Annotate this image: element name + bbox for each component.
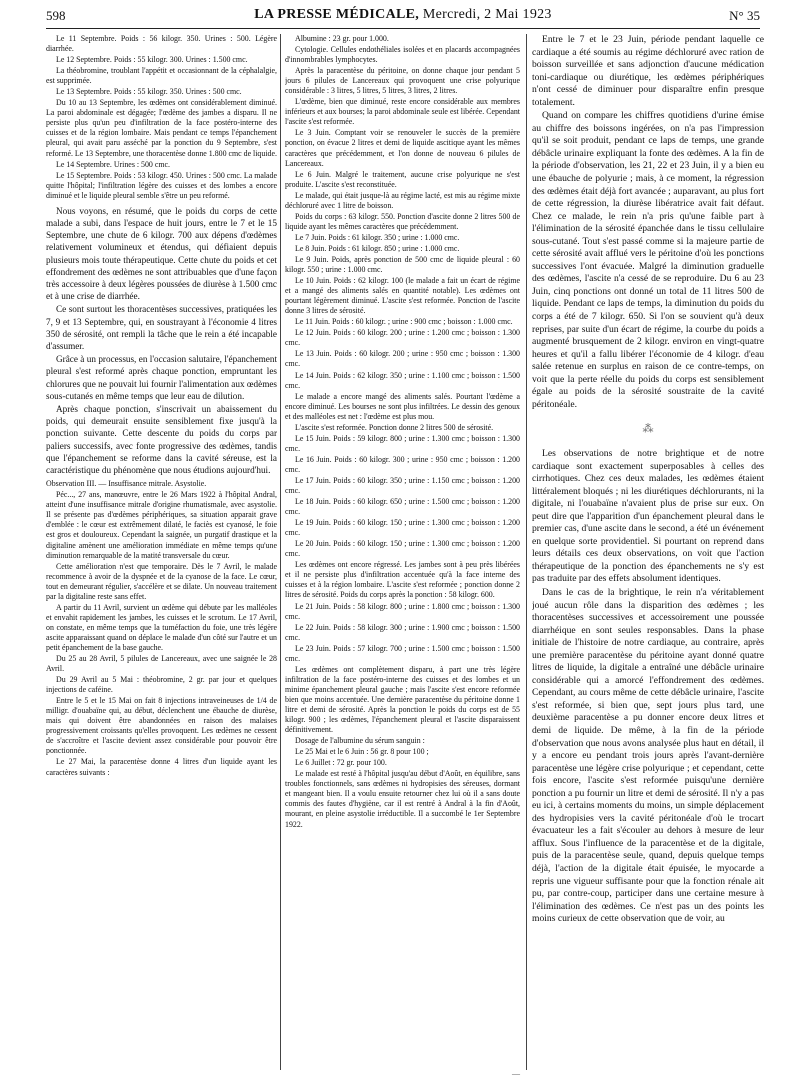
c1-p17: Entre le 5 et le 15 Mai on fait 8 injections intraveineuses de 1/4 de milligr. d'ouabaïne qui, au début, déclenchent une ébauche de diurèse, mais qui doivent être abandonnées en raison des malaises progressivement croissants qu'elles provoquent. Les œdèmes ne cessent de s'accroître et l'ascite devient assez considérable pour pouvoir être ponctionnée. [46,696,277,756]
c1-p7: Nous voyons, en résumé, que le poids du corps de cette malade a subi, dans l'espace de huit jours, entre le 7 et le 15 Septembre, une chute de 6 kilogr. 700 aux dépens d'œdèmes relativement volumineux et étendus, qui défiaient depuis plusieurs mois toute thérapeutique. Cette chute du poids et cet effondrement des œdèmes ne sont attribuables que d'une façon très accessoire à deux légères poussées de diurèse à 1.500 cmc et à une crise de diarrhée. [46,205,277,302]
c2-p5: Le 6 Juin. Malgré le traitement, aucune crise polyurique ne s'est produite. L'ascite s'est reconstituée. [285,169,520,189]
c2-p30: Le 25 Mai et le 6 Juin : 56 gr. 8 pour 100 ; [295,747,429,757]
c2-p15: Le 14 Juin. Poids : 62 kilogr. 350 ; urine : 1.100 cmc ; boisson : 1.500 cmc. [285,370,520,390]
column-1 [46,34,277,1072]
c3-p1: Quand on compare les chiffres quotidiens d'urine émise au chiffre des boissons ingérées, on n'a pas l'impression qu'il se soit produit, pendant ce laps de temps, une grande débâcle urinaire expliquant la fonte des œdèmes. A la fin de la période d'observation, les 21, 22 et 23 Juin, il y a bien eu une ébauche de polyurie ; mais, à ce moment, la régression des œdèmes était déjà fort avancée ; auparavant, au plus fort de cette régression, la diurèse libératrice avait fait défaut. Chez ce malade, le rein n'a pris qu'une faible part à l'élimination de la sérosité épanchée dans le tissu cellulaire sous-cutané. Tout s'est passé comme si la majeure partie de cette sérosité avait afflué vers le péritoine d'où les ponctions successives l'ont évacuée. Malgré la diminution graduelle des œdèmes, l'ascite n'a cessé de se reproduire. Du 6 au 23 Juin, cinq ponctions ont donné un total de 11 litres 500 de liquide. Pendant ce laps de temps, la diminution du poids du corps a été de 7 kilogr. 650. Si l'on se souvient qu'à deux reprises, par suite d'un écart de régime, la courbe du poids a augmenté brusquement de 2 kilogr. environ en vingt-quatre heures et qu'il a fallu libérer l'économie de 4 kilogr. d'eau salée retenue en surplus en raison de ce contre-temps, on voit que la perte réelle du poids du corps est sensiblement égale au poids de la sérosité soustraite de la cavité péritonéale. [532,110,764,410]
c2-p13: Le 12 Juin. Poids : 60 kilogr. 200 ; urine : 1.200 cmc ; boisson : 1.300 cmc. [285,328,520,348]
observation-heading: Observation III. — Insuffisance mitrale. Asystolie. [46,479,207,489]
column-2 [285,34,520,1072]
c2-p20: Le 17 Juin. Poids : 60 kilogr. 350 ; urine : 1.150 cmc ; boisson : 1.200 cmc. [285,475,520,496]
c2-p28: Les œdèmes ont complètement disparu, à part une très légère infiltration de la face postéro-interne des cuisses et des lombes et un minime épanchement pleural gauche ; mais l'ascite s'est encore reformée bien que moins accentuée. Une dernière paracentèse du péritoine donne 1 litre et demi de sérosité. Après la ponction le poids du corps est de 55 kilogr. 900 ; les œdèmes, l'épanchement pleural et l'ascite disparaissent définitivement. [285,664,520,735]
c2-p27: Le 23 Juin. Poids : 57 kilogr. 700 ; urine : 1.500 cmc ; boisson : 1.500 cmc. [285,643,520,663]
journal-title-line [46,7,760,23]
section-separator-asterism: ⁂ [642,423,654,436]
c2-p22: Le 19 Juin. Poids : 60 kilogr. 150 ; urine : 1.300 cmc ; boisson : 1.200 cmc. [285,518,520,538]
c2-p18: Le 15 Juin. Poids : 59 kilogr. 800 ; urine : 1.300 cmc ; boisson : 1.300 cmc. [285,433,520,453]
c1-p18: Le 27 Mai, la paracentèse donne 4 litres d'un liquide ayant les caractères suivants : [46,757,277,777]
c1-p0: Le 11 Septembre. Poids : 56 kilogr. 350. Urines : 500. Légère diarrhée. [46,34,277,54]
c1-p12: Péc..., 27 ans, manœuvre, entre le 26 Mars 1922 à l'hôpital Andral, atteint d'une insuffisance mitrale d'origine rhumatismale, avec asystolie. Il se présente pas d'œdèmes périphériques, sa situation apparait grave d'emblée : le cœur est extrêmement dilaté, le faciès est cyanosé, le foie est gros et douloureux. Cependant la saignée, un purgatif drastique et la digitaline amènent une amélioration immédiate en même temps qu'une diminution remarquable de la matité transversale du cœur. [46,490,277,560]
c3-p3: Dans le cas de la brightique, le rein n'a véritablement joué aucun rôle dans la disparition des œdèmes ; les thoracentèses successives et accessoirement une poussée diarrhéique en sont seules responsables. Dans la phase initiale de l'histoire de notre cardiaque, au contraire, après une première paracentèse du péritoine ayant donné quatre litres de liquide, la digitale a entraîné une débâcle urinaire considérable qui a amorcé l'effondrement des œdèmes. Cependant, au cours même de cette débâcle urinaire, l'ascite s'est reformée, si bien que, sept jours plus tard, une deuxième paracentèse a pu donner encore deux litres et demi de liquide. De même, à la fin de la période d'observation que nous avons analysée plus haut en détail, il y a encore eu pendant trois jours après l'avant-dernière paracentèse une légère crise polyurique ; et cependant, cette fois encore, l'ascite s'est reformée puisqu'une dernière ponction a pu fournir un litre et demi de sérosité. Il n'y a pas eu ici, à certains moments du moins, un simple déplacement des hydropisies vers la cavité péritonéale d'où le trocart évacuateur les a fait s'écouler au dehors à mesure de leur afflux. Sous l'influence de la paracentèse et de la digitale, puis de la paracentèse seule, quand, depuis quelque temps déjà, l'action de la digitale était épuisée, le myocarde a repris une vigueur suffisante pour que la fonction rénale ait pu, par contre-coup, participer dans une certaine mesure à l'élimination des œdèmes. Ce n'est pas un des points les moins curieux de cette observation que de voir, au [532,586,764,925]
c2-p6: Le malade, qui était jusque-là au régime lacté, est mis au régime mixte déchloruré avec 1 litre de boisson. [285,190,520,210]
c2-p2: Après la paracentèse du péritoine, on donne chaque jour pendant 5 jours 6 pilules de Lancereaux qui provoquent une crise polyurique considérable : 3 litres, 5 litres, 5 litres, 3 litres, 2 litres. [285,66,520,96]
c2-p29: Dosage de l'albumine du sérum sanguin : [295,736,425,746]
c2-p21: Le 18 Juin. Poids : 60 kilogr. 650 ; urine : 1.500 cmc ; boisson : 1.200 cmc. [285,497,520,517]
c3-p0: Entre le 7 et le 23 Juin, période pendant laquelle ce cardiaque a été soumis au régime déchloruré avec ration de boisson surveillée et sans adjonction d'aucune médication toni-cardiaque ou diurétique, les œdèmes périphériques n'ont cessé de diminuer pour disparaître enfin presque totalement. [532,34,764,108]
c2-p25: Le 21 Juin. Poids : 58 kilogr. 800 ; urine : 1.800 cmc ; boisson : 1.300 cmc. [285,601,520,621]
c1-p10: Après chaque ponction, s'inscrivait un abaissement du poids, qui demeurait ensuite sensiblement fixe jusqu'à la ponction suivante. Cette descente du poids du corps par paliers successifs, avec fonte progressive des œdèmes, tandis que l'épanchement se reforme dans la cavité séreuse, est la caractéristique du phénomène que nous étudions aujourd'hui. [46,404,277,476]
c1-p16: Du 29 Avril au 5 Mai : théobromine, 2 gr. par jour et quelques injections de caféine. [46,675,277,695]
c1-p1: Le 12 Septembre. Poids : 55 kilogr. 300. Urines : 1.500 cmc. [56,55,248,65]
c2-p9: Le 8 Juin. Poids : 61 kilogr. 850 ; urine : 1.000 cmc. [295,243,460,253]
column-rule-1 [280,34,281,1070]
column-rule-2 [526,34,527,1070]
c2-p11: Le 10 Juin. Poids : 62 kilogr. 100 (le malade a fait un écart de régime et a mangé des aliments salés en quantité notable). Les œdèmes ont pourtant légèrement diminué. L'ascite s'est reformée. Ponction de l'ascite donne 3 litres de sérosité. [285,276,520,316]
c2-p31: Le 6 Juillet : 72 gr. pour 100. [295,758,387,768]
c2-p4: Le 3 Juin. Comptant voir se renouveler le succès de la première ponction, on évacue 2 litres et demi de liquide ascitique ayant les mêmes caractères que précédemment, et l'on donne de nouveau 6 pilules de Lancereaux. [285,128,520,168]
c2-p14: Le 13 Juin. Poids : 60 kilogr. 200 ; urine : 950 cmc ; boisson : 1.300 cmc. [285,349,520,369]
c2-p0: Albumine : 23 gr. pour 1.000. [295,34,389,43]
c1-p13: Cette amélioration n'est que temporaire. Dès le 7 Avril, le malade recommence à avoir de la dyspnée et de la cyanose de la face. Le cœur, tout en demeurant régulier, s'accélère et se dilate. Un nouveau traitement par la digitaline reste sans effet. [46,561,277,601]
c2-p16: Le malade a encore mangé des aliments salés. Pourtant l'œdème a encore diminué. Les bourses ne sont plus infiltrées. Le dessin des genoux et des malléoles est net : l'œdème est plus mou. [285,391,520,421]
c2-p19: Le 16 Juin. Poids : 60 kilogr. 300 ; urine : 950 cmc ; boisson : 1.200 cmc. [285,454,520,474]
c2-p24: Les œdèmes ont encore régressé. Les jambes sont à peu près libérées et il ne persiste plus d'infiltration accentuée qu'à la face interne des cuisses et à la région lombaire. L'ascite s'est reformée ; ponction donne 2 litres de sérosité. Poids du corps après la ponction : 58 kilogr. 600. [285,560,520,600]
c1-p4: Du 10 au 13 Septembre, les œdèmes ont considérablement diminué. La paroi abdominale est dégagée; l'œdème des jambes a disparu. Il ne persiste plus qu'un peu d'infiltration de la face postéro-interne des cuisses et de la région lombaire. Mais pendant ce temps l'épanchement pleural, qui avait paru asséché par la ponction du 9 Septembre, s'est reformé. Le 13 Septembre, une thoracentèse donne 1.800 cmc de liquide. [46,98,277,158]
c2-p8: Le 7 Juin. Poids : 61 kilogr. 350 ; urine : 1.000 cmc. [295,232,460,242]
c1-p15: Du 25 au 28 Avril, 5 pilules de Lancereaux, avec une saignée le 28 Avril. [46,654,277,674]
c2-p10: Le 9 Juin. Poids, après ponction de 500 cmc de liquide pleural : 60 kilogr. 550 ; urine : 1.000 cmc. [285,254,520,275]
c1-p3: Le 13 Septembre. Poids : 55 kilogr. 350. Urines : 500 cmc. [56,87,242,97]
c2-p1: Cytologie. Cellules endothéliales isolées et en placards accompagnées d'innombrables lymphocytes. [285,45,520,65]
c1-p9: Grâce à un processus, en l'occasion salutaire, l'épanchement pleural s'est reformé après chaque ponction, empruntant les chlorures que ne pouvait lui fournir l'alimentation aux œdèmes sous-cutanés en même temps que leur eau de dilution. [46,354,277,401]
c1-p14: A partir du 11 Avril, survient un œdème qui débute par les malléoles et envahit rapidement les jambes, les cuisses et le scrotum. Le 17 Avril, on constate, en même temps que la tuméfaction du foie, une très légère ascite apparaissant quand on déplace le malade d'un côté sur l'autre et un petit épanchement de la base gauche. [46,602,277,652]
column-3 [532,34,764,1072]
issue-number: N° 35 [729,8,760,23]
c2-p23: Le 20 Juin. Poids : 60 kilogr. 150 ; urine : 1.300 cmc ; boisson : 1.200 cmc. [285,539,520,559]
issue-date: Mercredi, 2 Mai 1923 [422,7,552,22]
page-header [46,6,760,29]
c2-p12: Le 11 Juin. Poids : 60 kilogr. ; urine : 900 cmc ; boisson : 1.000 cmc. [295,317,513,327]
c2-p32: Le malade est resté à l'hôpital jusqu'au début d'Août, en équilibre, sans troubles fonctionnels, sans œdèmes ni hydropisies des séreuses, dormant et mangeant bien. Il a voulu ensuite retourner chez lui où il a sans doute commis des fautes d'hygiène, car il est rentré à Andral à la fin d'Août, mourant, en pleine asystolie irréductible. Il a succombé le 1er Septembre 1922. [285,769,520,829]
footer-mark: — [512,1069,520,1078]
page-number: 598 [46,8,66,23]
c1-p2: La théobromine, troublant l'appétit et occasionnant de la céphalalgie, est supprimée. [46,66,277,86]
journal-name: LA PRESSE MÉDICALE, [254,7,420,22]
c2-p26: Le 22 Juin. Poids : 58 kilogr. 300 ; urine : 1.900 cmc ; boisson : 1.500 cmc. [285,622,520,642]
c1-p8: Ce sont surtout les thoracentèses successives, pratiquées les 7, 9 et 13 Septembre, qui, en soustrayant à l'économie 4 litres 350 de sérosité, ont rempli la tâche que le rein a été incapable d'assumer. [46,304,277,351]
c2-p7: Poids du corps : 63 kilogr. 550. Ponction d'ascite donne 2 litres 500 de liquide ayant les mêmes caractères que précédemment. [285,211,520,231]
c2-p3: L'œdème, bien que diminué, reste encore considérable aux membres inférieurs et aux bourses; la paroi abdominale seule est libérée. Cependant l'ascite s'est reformée. [285,97,520,127]
c3-p2: Les observations de notre brightique et de notre cardiaque sont exactement superposables à celles des cirrhotiques. Chez ces deux malades, les œdèmes étaient littéralement bloqués ; ni les diurétiques déchlorurants, ni la digitale, ni l'ouabaïne n'avaient plus de prise sur eux. On peut dire que l'apparition d'un épanchement pleural dans le premier cas, d'une ascite dans le second, a été un événement en quelque sorte providentiel. Si pourtant on reprend dans leurs détails ces deux observations, on voit que l'action thérapeutique de la ponction des épanchements ne s'y est pas traduite par des effets absolument identiques. [532,447,764,585]
c2-p17: L'ascite s'est reformée. Ponction donne 2 litres 500 de sérosité. [295,422,494,432]
c1-p5: Le 14 Septembre. Urines : 500 cmc. [56,159,170,169]
c1-p6: Le 15 Septembre. Poids : 53 kilogr. 450. Urines : 500 cmc. La malade quitte l'hôpital; l'infiltration légère des cuisses et des lombes a encore diminué et le liquide pleural semble s'être un peu reformé. [46,170,277,200]
